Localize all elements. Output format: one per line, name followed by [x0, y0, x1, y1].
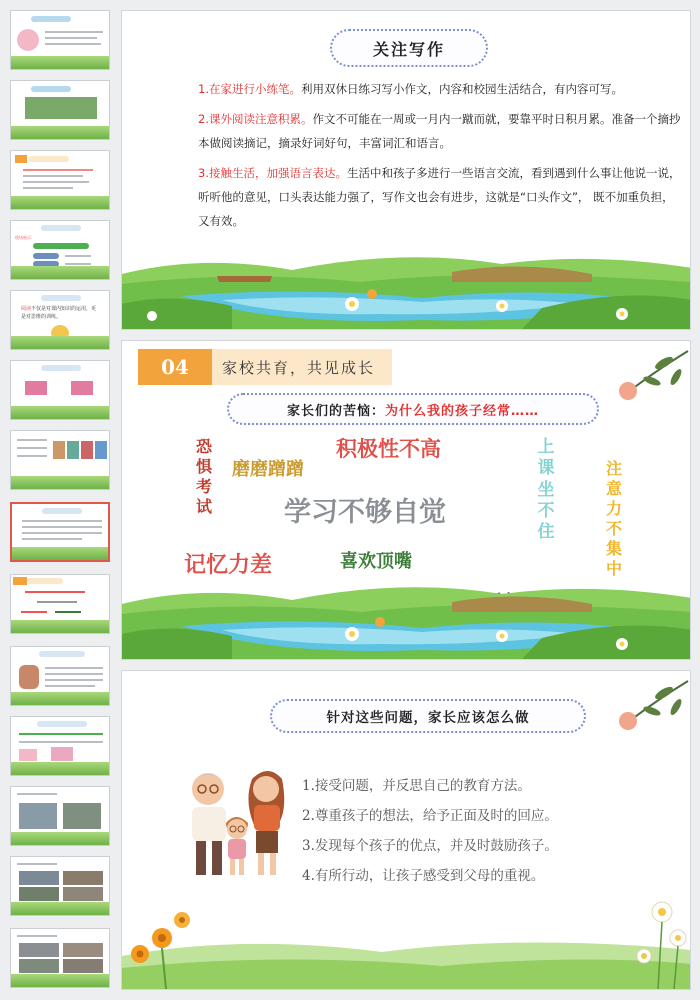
thumb-grass — [11, 476, 109, 489]
thumb-image — [17, 29, 39, 51]
thumb-image — [19, 887, 59, 901]
slide-thumbnail-10[interactable] — [10, 646, 110, 706]
thumb-grass — [11, 902, 109, 915]
thumb-title-bar — [41, 225, 81, 231]
thumb-text-line — [22, 538, 82, 540]
slide-thumbnail-7[interactable] — [10, 430, 110, 490]
thumb-title-bar — [39, 651, 85, 657]
thumb-image — [63, 871, 103, 885]
slide-title: 关注写作 — [330, 29, 488, 67]
worry-fear-exam: 恐惧考试 — [195, 437, 212, 516]
thumb-image — [19, 943, 59, 957]
thumb-text-line — [45, 31, 103, 33]
flower-branch-decoration — [612, 347, 691, 403]
thumb-text-line — [19, 733, 103, 735]
thumb-text-line — [17, 439, 47, 441]
slide-thumbnail-6[interactable] — [10, 360, 110, 420]
worry-question-highlight: 为什么我的孩子经常…… — [385, 403, 540, 419]
worry-restless-in-class: 上课坐不住 — [537, 437, 555, 542]
worry-inattention: 注意力不集中 — [605, 459, 622, 578]
tip-item — [198, 107, 684, 155]
thumb-title-bar — [31, 86, 71, 92]
thumb-image — [67, 441, 79, 459]
lake-landscape-illustration — [122, 234, 691, 329]
thumb-grass — [11, 620, 109, 633]
thumb-text-line — [45, 679, 103, 681]
thumb-title-bar — [27, 578, 63, 584]
thumb-text-line — [23, 181, 89, 183]
section-title: 家校共育，共见成长 — [212, 349, 392, 385]
thumb-image — [51, 747, 73, 761]
thumb-image — [19, 749, 37, 761]
thumb-image — [95, 441, 107, 459]
thumb-title-bar — [41, 295, 81, 301]
tip-highlight: 2.课外阅读注意积累。 — [198, 112, 313, 126]
slide-thumbnail-4[interactable] — [10, 220, 110, 280]
tip-highlight: 1.在家进行小练笔。 — [198, 82, 301, 96]
thumb-grass — [11, 406, 109, 419]
slide-thumbnail-14[interactable] — [10, 928, 110, 988]
thumb-grass — [11, 56, 109, 69]
thumb-title-bar — [41, 365, 81, 371]
slide-thumbnail-12[interactable] — [10, 786, 110, 846]
flower-branch-decoration — [612, 677, 691, 733]
action-item: 2.尊重孩子的想法，给予正面及时的回应。 — [302, 808, 558, 824]
thumb-number-tag — [15, 155, 27, 163]
section-number: 04 — [138, 349, 212, 385]
thumb-caption: 阅读不仅是对课内知识的运用，更是对思维的训练。 — [21, 306, 97, 320]
worry-dawdle: 磨磨蹭蹭 — [232, 459, 304, 480]
worry-poor-memory: 记忆力差 — [184, 553, 273, 578]
thumb-text-line — [17, 935, 57, 937]
thumb-grass — [12, 547, 108, 560]
worry-question-prefix: 家长们的苦恼： — [286, 403, 385, 419]
thumb-text-line — [55, 611, 81, 613]
thumb-image — [53, 441, 65, 459]
slide-thumbnail-11[interactable] — [10, 716, 110, 776]
thumb-text-line — [45, 685, 95, 687]
slide-thumbnail-3[interactable] — [10, 150, 110, 210]
thumb-text-line — [17, 455, 47, 457]
slide-thumbnail-2[interactable] — [10, 80, 110, 140]
worry-question — [227, 393, 599, 425]
thumb-grass — [11, 974, 109, 987]
thumb-text-line — [23, 187, 73, 189]
thumb-image — [25, 381, 47, 395]
thumb-image — [63, 803, 101, 829]
thumb-title-bar — [31, 16, 71, 22]
slide-parent-actions[interactable] — [121, 670, 691, 990]
thumb-image — [19, 871, 59, 885]
thumb-text-line — [45, 673, 103, 675]
thumb-caption: 现场展示： — [15, 235, 35, 240]
action-item: 1.接受问题，并反思自己的教育方法。 — [302, 778, 531, 794]
thumb-image — [19, 803, 57, 829]
thumb-grass — [11, 126, 109, 139]
thumb-grass — [11, 832, 109, 845]
thumb-grass — [11, 196, 109, 209]
meadow-flowers-illustration — [122, 894, 691, 989]
tip-text: 作文不可能在一周或一月内一蹴而就，要靠平时日积月累。准备一个摘抄本做阅读摘记，摘录好词好句，丰富词汇和语言。 — [198, 112, 681, 150]
thumb-text-line — [17, 863, 57, 865]
thumb-image — [25, 97, 97, 119]
thumb-text-line — [22, 532, 102, 534]
thumb-text-line — [19, 741, 103, 743]
tip-item — [198, 77, 684, 101]
thumb-text-line — [65, 263, 91, 265]
thumb-text-line — [23, 175, 83, 177]
tip-item — [198, 161, 684, 233]
action-item: 3.发现每个孩子的优点，并及时鼓励孩子。 — [302, 838, 558, 854]
slide-title: 针对这些问题，家长应该怎么做 — [270, 699, 586, 733]
thumb-text-line — [65, 255, 91, 257]
worry-low-motivation: 积极性不高 — [336, 437, 441, 461]
slide-thumbnail-8[interactable] — [10, 502, 110, 562]
thumb-image — [63, 943, 103, 957]
thumb-image — [81, 441, 93, 459]
slide-thumbnail-1[interactable] — [10, 10, 110, 70]
tip-text: 利用双休日练习写小作文，内容和校园生活结合，有内容可写。 — [300, 82, 623, 96]
thumb-number-tag — [13, 577, 27, 585]
tip-text: 生活中和孩子多进行一些语言交流，看到遇到什么事让他说一说，听听他的意见，口头表达能力强了，写作文也会有进步，这就是“口头作文”， 既不加重负担，又有效。 — [198, 166, 681, 228]
slide-thumbnail-rail — [0, 0, 120, 1000]
thumb-text-line — [37, 601, 77, 603]
thumb-text-line — [22, 520, 102, 522]
slide-thumbnail-5[interactable] — [10, 290, 110, 350]
lake-landscape-illustration — [122, 564, 691, 659]
slide-writing[interactable] — [121, 10, 691, 330]
thumb-image — [19, 959, 59, 973]
thumb-text-line — [45, 43, 101, 45]
thumb-image — [19, 665, 39, 689]
thumb-text-line — [23, 169, 93, 171]
thumb-text-line — [21, 611, 47, 613]
thumb-grass — [11, 336, 109, 349]
thumb-image — [63, 959, 103, 973]
thumb-grass — [11, 266, 109, 279]
thumb-title-bar — [42, 508, 82, 514]
thumb-text-line — [17, 793, 57, 795]
thumb-text-line — [17, 447, 47, 449]
thumb-green-bar — [33, 243, 89, 249]
thumb-title-bar — [37, 721, 87, 727]
tip-highlight: 3.接触生活，加强语言表达。 — [198, 166, 347, 180]
thumb-grass — [11, 762, 109, 775]
thumb-image — [71, 381, 93, 395]
family-illustration — [174, 761, 292, 879]
slide-thumbnail-9[interactable] — [10, 574, 110, 634]
slide-parent-worries[interactable] — [121, 340, 691, 660]
worry-not-self-disciplined: 学习不够自觉 — [284, 497, 446, 528]
thumb-title-bar — [29, 156, 69, 162]
thumb-grass — [11, 692, 109, 705]
thumb-image — [63, 887, 103, 901]
thumb-text-line — [25, 591, 85, 593]
thumb-blue-bar — [33, 253, 59, 259]
slide-thumbnail-13[interactable] — [10, 856, 110, 916]
action-item: 4.有所行动，让孩子感受到父母的重视。 — [302, 868, 545, 884]
worry-talk-back: 喜欢顶嘴 — [340, 551, 412, 572]
thumb-text-line — [45, 667, 103, 669]
thumb-text-line — [45, 37, 97, 39]
thumb-text-line — [22, 526, 102, 528]
